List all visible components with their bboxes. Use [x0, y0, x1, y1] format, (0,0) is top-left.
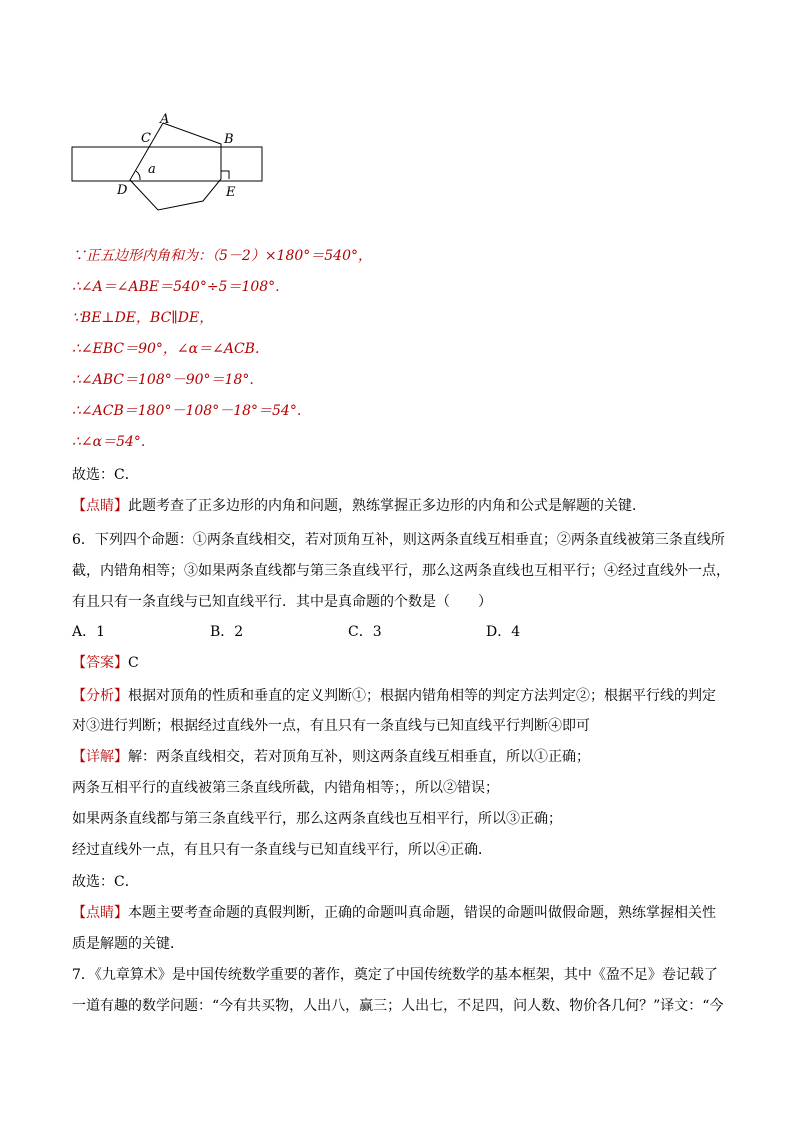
- q6-detail-line-2: 两条互相平行的直线被第三条直线所截，内错角相等；，所以②错误；: [72, 780, 499, 796]
- solution-line-3: ∵BE⊥DE，BC∥DE，: [72, 310, 214, 326]
- rectangle-strip: [72, 147, 262, 181]
- geometry-figure: [60, 108, 280, 228]
- q7-stem-line-1: 7．《九章算术》是中国传统数学重要的著作，奠定了中国传统数学的基本框架，其中《盈不足》卷记载了: [72, 967, 718, 983]
- detail-tag: 【详解】: [72, 749, 128, 765]
- solution-line-6: ∴∠ACB＝180°－108°－18°＝54°.: [72, 403, 302, 419]
- analysis-text-1: 根据对顶角的性质和垂直的定义判断①；根据内错角相等的判定方法判定②；根据平行线的判定: [128, 688, 716, 704]
- solution-line-4: ∴∠EBC＝90°，∠α＝∠ACB.: [72, 341, 260, 357]
- q6-option-a: A．1: [72, 624, 106, 640]
- q6-stem-line-1: 6．下列四个命题：①两条直线相交，若对顶角互补，则这两条直线互相垂直；②两条直线被第三条直线所: [72, 532, 725, 548]
- q6-option-b: B．2: [210, 624, 244, 640]
- comment-tag: 【点睛】: [72, 498, 128, 514]
- solution-line-2: ∴∠A＝∠ABE＝540°÷5＝108°.: [72, 279, 280, 295]
- solution-comment: [72, 496, 646, 516]
- solution-line-1: ∵正五边形内角和为：（5－2）×180°＝540°，: [72, 248, 372, 264]
- right-angle-mark: [221, 171, 229, 179]
- q6-comment-tag: 【点睛】: [72, 905, 128, 921]
- q6-comment-line-1: [72, 903, 716, 923]
- q6-comment-line-2: 质是解题的关键．: [72, 936, 184, 952]
- q7-stem-line-2: 一道有趣的数学问题：“今有共买物，人出八，赢三；人出七，不足四，问人数、物价各几何？”译文：“今: [72, 998, 724, 1014]
- label-C: C: [141, 131, 151, 146]
- q6-detail-line-1: [72, 747, 590, 767]
- q6-answer: [72, 653, 139, 673]
- analysis-tag: 【分析】: [72, 688, 128, 704]
- label-E: E: [226, 185, 236, 200]
- label-alpha: a: [148, 162, 156, 177]
- q6-stem-line-2: 截，内错角相等；③如果两条直线都与第三条直线平行，那么这两条直线也互相平行；④经过直线外一点，: [72, 563, 730, 579]
- q6-option-c: C．3: [348, 624, 382, 640]
- q6-option-d: D．4: [486, 624, 521, 640]
- q6-detail-line-3: 如果两条直线都与第三条直线平行，那么这两条直线也互相平行，所以③正确；: [72, 811, 562, 827]
- solution-choice: 故选：C．: [72, 467, 139, 483]
- q6-analysis-line-1: [72, 686, 716, 706]
- solution-line-7: ∴∠α＝54°.: [72, 434, 146, 450]
- comment-text: 此题考查了正多边形的内角和问题，熟练掌握正多边形的内角和公式是解题的关键．: [128, 498, 646, 514]
- q6-stem-line-3: 有且只有一条直线与已知直线平行．其中是真命题的个数是（ ）: [72, 594, 492, 610]
- answer-tag: 【答案】: [72, 655, 128, 671]
- label-A: A: [160, 112, 170, 127]
- solution-line-5: ∴∠ABC＝108°－90°＝18°.: [72, 372, 254, 388]
- angle-alpha-arc: [136, 171, 140, 180]
- q6-analysis-line-2: 对③进行判断；根据经过直线外一点，有且只有一条直线与已知直线平行判断④即可: [72, 718, 590, 734]
- q6-comment-text-1: 本题主要考查命题的真假判断，正确的命题叫真命题，错误的命题叫做假命题，熟练掌握相关性: [128, 905, 716, 921]
- answer-value: C: [128, 655, 139, 671]
- detail-text-1: 解：两条直线相交，若对顶角互补，则这两条直线互相垂直，所以①正确；: [128, 749, 590, 765]
- label-D: D: [117, 183, 128, 198]
- q6-choice: 故选：C．: [72, 874, 139, 890]
- label-B: B: [224, 132, 234, 147]
- q6-detail-line-4: 经过直线外一点，有且只有一条直线与已知直线平行，所以④正确．: [72, 842, 492, 858]
